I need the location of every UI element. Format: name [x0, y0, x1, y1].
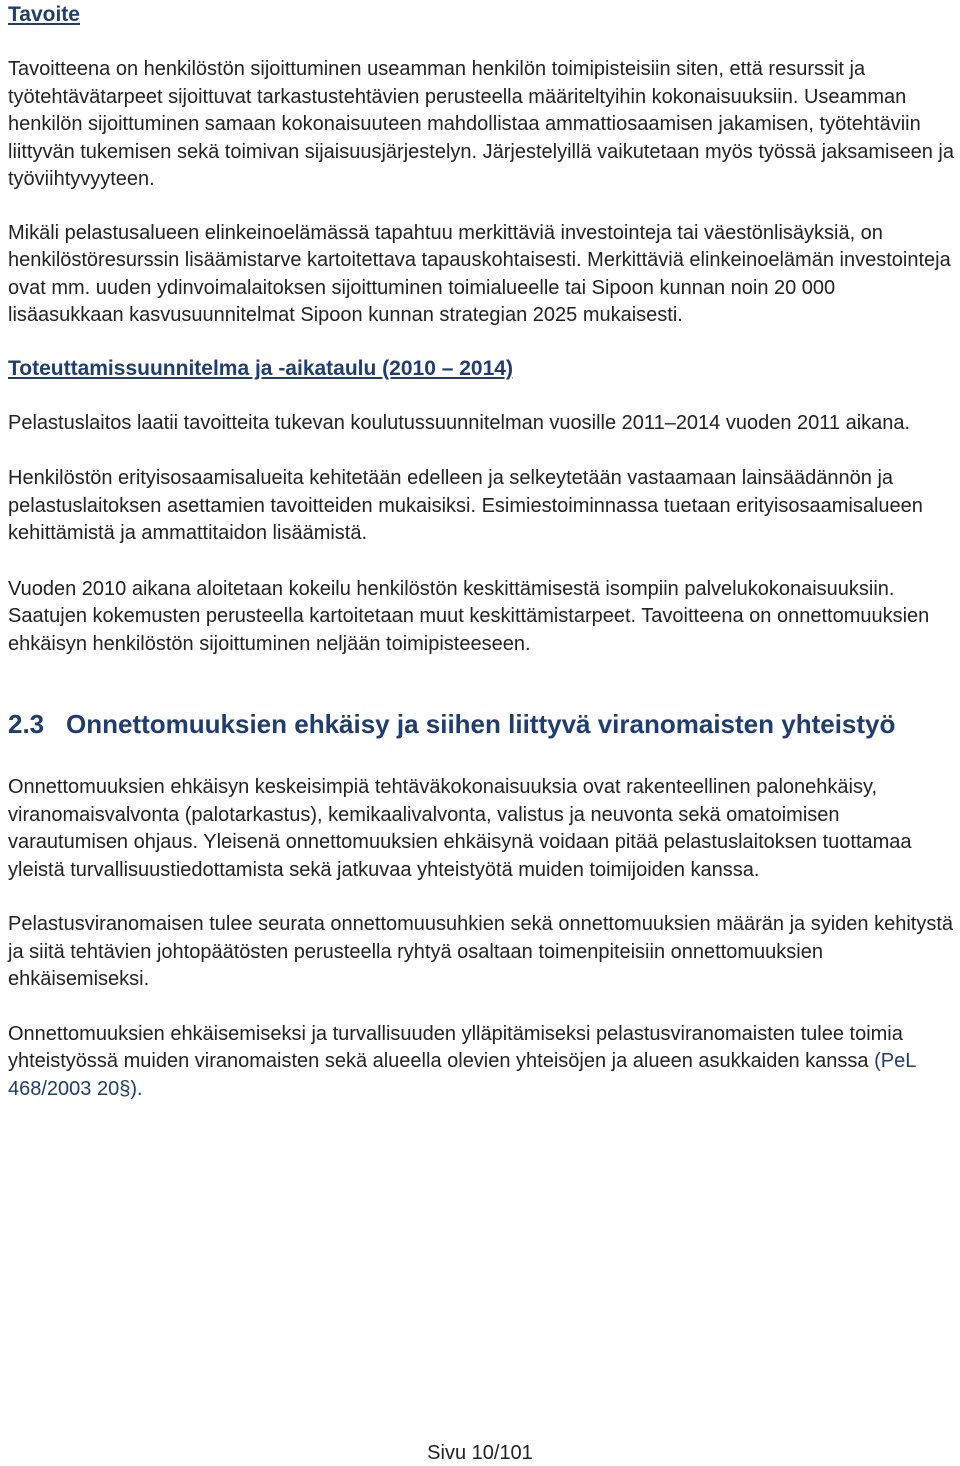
- paragraph-7: Pelastusviranomaisen tulee seurata onnettomuusuhkien sekä onnettomuuksien määrän ja syiden kehitystä ja siitä tehtävien johtopäätösten perusteella ryhtyä osaltaan toimenpiteisiin onnettomuuksien ehkäisemiseksi.: [8, 913, 953, 990]
- paragraph-3: Pelastuslaitos laatii tavoitteita tukevan koulutussuunnitelman vuosille 2011–2014 vuoden 2011 aikana.: [8, 411, 911, 434]
- paragraph-4: Henkilöstön erityisosaamisalueita kehitetään edelleen ja selkeytetään vastaamaan lainsäädännön ja pelastuslaitoksen asettamien tavoitteiden mukaisiksi. Esimiestoiminnassa tuetaan erityisosaamisalueen kehittämistä ja ammattitaidon lisäämistä.: [8, 467, 923, 544]
- paragraph-8: [8, 1021, 954, 1104]
- law-reference: (PeL 468/2003 20§).: [8, 1050, 916, 1100]
- page-number: Sivu 10/101: [427, 1442, 533, 1464]
- section-number: 2.3: [8, 709, 45, 739]
- section-title: Onnettomuuksien ehkäisy ja siihen liittyvä viranomaisten yhteistyö: [66, 709, 896, 739]
- paragraph-5: Vuoden 2010 aikana aloitetaan kokeilu henkilöstön keskittämisestä isompiin palvelukokonaisuuksiin. Saatujen kokemusten perusteella kartoitetaan muut keskittämistarpeet. Tavoitteena on onnettomuuksien ehkäisyn henkilöstön sijoittuminen neljään toimipisteeseen.: [8, 577, 930, 655]
- paragraph-1: Tavoitteena on henkilöstön sijoittuminen useamman henkilön toimipisteisiin siten, että resurssit ja työtehtävätarpeet sijoittuvat tarkastustehtävien perusteella määriteltyihin kokonaisuuksiin. Useamman henkilön sijoittuminen samaan kokonaisuuteen mahdollistaa ammattiosaamisen jakamisen, työtehtäviin liittyvän tukemisen sekä toimivan sijaisuusjärjestelyn. Järjestelyillä vaikutetaan myös työssä jaksamiseen ja työviihtyvyyteen.: [8, 58, 954, 190]
- document-page: [8, 0, 954, 1103]
- paragraph-2: Mikäli pelastusalueen elinkeinoelämässä tapahtuu merkittäviä investointeja tai väestönlisäyksiä, on henkilöstöresurssin lisäämistarve kartoitettava tapauskohtaisesti. Merkittäviä elinkeinoelämän investointeja ovat mm. uuden ydinvoimalaitoksen sijoittuminen toimialueelle tai Sipoon kunnan noin 20 000 lisäasukkaan kasvusuunnitelmat Sipoon kunnan strategian 2025 mukaisesti.: [8, 221, 951, 326]
- section-heading: [8, 708, 954, 740]
- heading-toteutus: Toteuttamissuunnitelma ja -aikataulu (2010 – 2014): [8, 356, 513, 380]
- heading-tavoite: Tavoite: [8, 3, 80, 26]
- paragraph-8-text: Onnettomuuksien ehkäisemiseksi ja turvallisuuden ylläpitämiseksi pelastusviranomaisten tulee toimia yhteistyössä muiden viranomaisten sekä alueella olevien yhteisöjen ja alueen asukkaiden kanssa: [8, 1022, 903, 1072]
- paragraph-6: Onnettomuuksien ehkäisyn keskeisimpiä tehtäväkokonaisuuksia ovat rakenteellinen palonehkäisy, viranomaisvalvonta (palotarkastus), kemikaalivalvonta, valistus ja neuvonta sekä omatoimisen varautumisen ohjaus. Yleisenä onnettomuuksien ehkäisynä voidaan pitää pelastuslaitoksen tuottamaa yleistä turvallisuustiedottamista sekä jatkuvaa yhteistyötä muiden toimijoiden kanssa.: [8, 776, 912, 881]
